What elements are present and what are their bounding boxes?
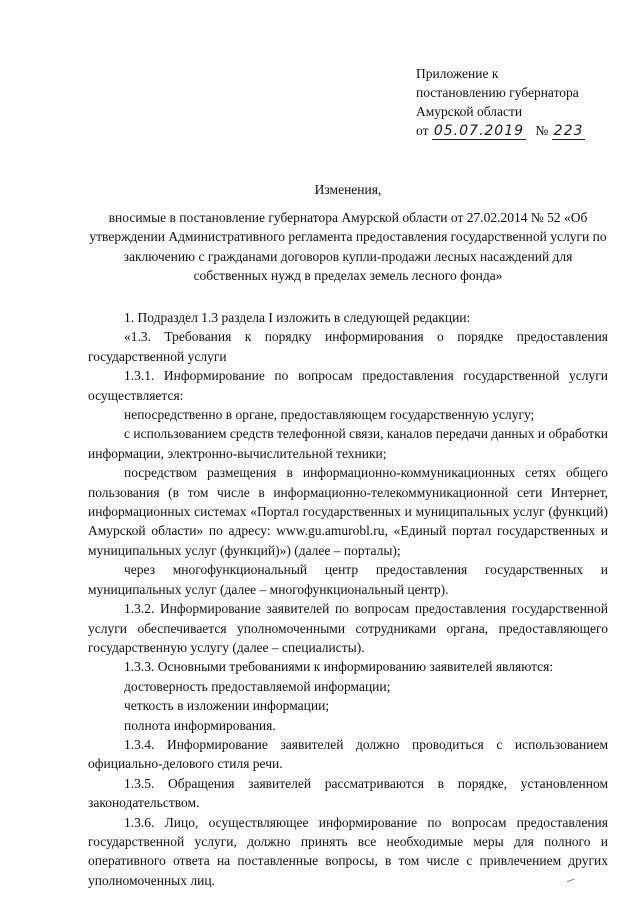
date-prefix: от: [416, 123, 429, 138]
paragraph: непосредственно в органе, предоставляющем государственную услугу;: [124, 407, 535, 423]
paragraph: с использованием средств телефонной связи, каналов передачи данных и обработки информации, электронно-вычислительной техники;: [88, 426, 608, 461]
paragraph: через многофункциональный центр предоставления государственных и муниципальных услуг (далее – многофункциональный центр).: [88, 562, 608, 597]
paragraph: четкость в изложении информации;: [124, 698, 330, 714]
paragraph: 1. Подраздел 1.3 раздела I изложить в следующей редакции:: [124, 310, 471, 325]
paragraph: 1.3.2. Информирование заявителей по вопросам предоставления государственной услуги обеспечивается уполномоченными сотрудниками органа, предоставляющего государственную услугу (далее – специалисты).: [88, 601, 608, 655]
approval-line-3: Амурской области: [416, 104, 523, 119]
document-title: [88, 180, 608, 286]
paragraph: 1.3.1. Информирование по вопросам предоставления государственной услуги осуществляется:: [88, 368, 608, 403]
paragraph: 1.3.5. Обращения заявителей рассматриваются в порядке, установленном законодательством.: [88, 775, 608, 811]
approval-stamp: [416, 64, 585, 141]
paragraph: посредством размещения в информационно-коммуникационных сетях общего пользования (в том числе в информационно-телекоммуникационной сети Интернет, информационных системах «Портал государственных и муниципальных услуг (функций) Амурской области» по адресу: www.gu.amurobl.ru, «Единый портал государственных и муниципальных услуг (функций)») (далее – порталы);: [88, 465, 608, 558]
paragraph: 1.3.4. Информирование заявителей должно проводиться с использованием официально-делового стиля речи.: [88, 736, 608, 772]
handwritten-date: 05.07.2019: [433, 123, 525, 139]
number-label: №: [535, 123, 549, 138]
title-text: вносимые в постановление губернатора Амурской области от 27.02.2014 № 52 «Об утверждении Административного регламента предоставления государственной услуги по заключению с гражданами договоров купли-продажи лесных насаждений для собственных нужд в пределах земель лесного фонда»: [89, 209, 607, 283]
paragraph: 1.3.6. Лицо, осуществляющее информирование по вопросам предоставления государственной услуги, должно принять все необходимые меры для полного и оперативного ответа на поставленные вопросы, в том числе с привлечением других уполномоченных лиц.: [88, 814, 608, 888]
paragraph: достоверность предоставляемой информации;: [124, 678, 391, 694]
handwritten-number: 223: [553, 123, 584, 139]
paragraph: 1.3.3. Основными требованиями к информированию заявителей являются:: [124, 659, 554, 675]
approval-line-2: постановлению губернатора: [416, 85, 579, 100]
approval-date-line: [416, 121, 585, 141]
title-heading: Изменения,: [314, 182, 382, 197]
paragraph: «1.3. Требования к порядку информирования о порядке предоставления государственной услуги: [88, 329, 608, 364]
document-body: [88, 308, 608, 890]
paragraph: полнота информирования.: [124, 717, 276, 733]
approval-line-1: Приложение к: [416, 66, 499, 81]
